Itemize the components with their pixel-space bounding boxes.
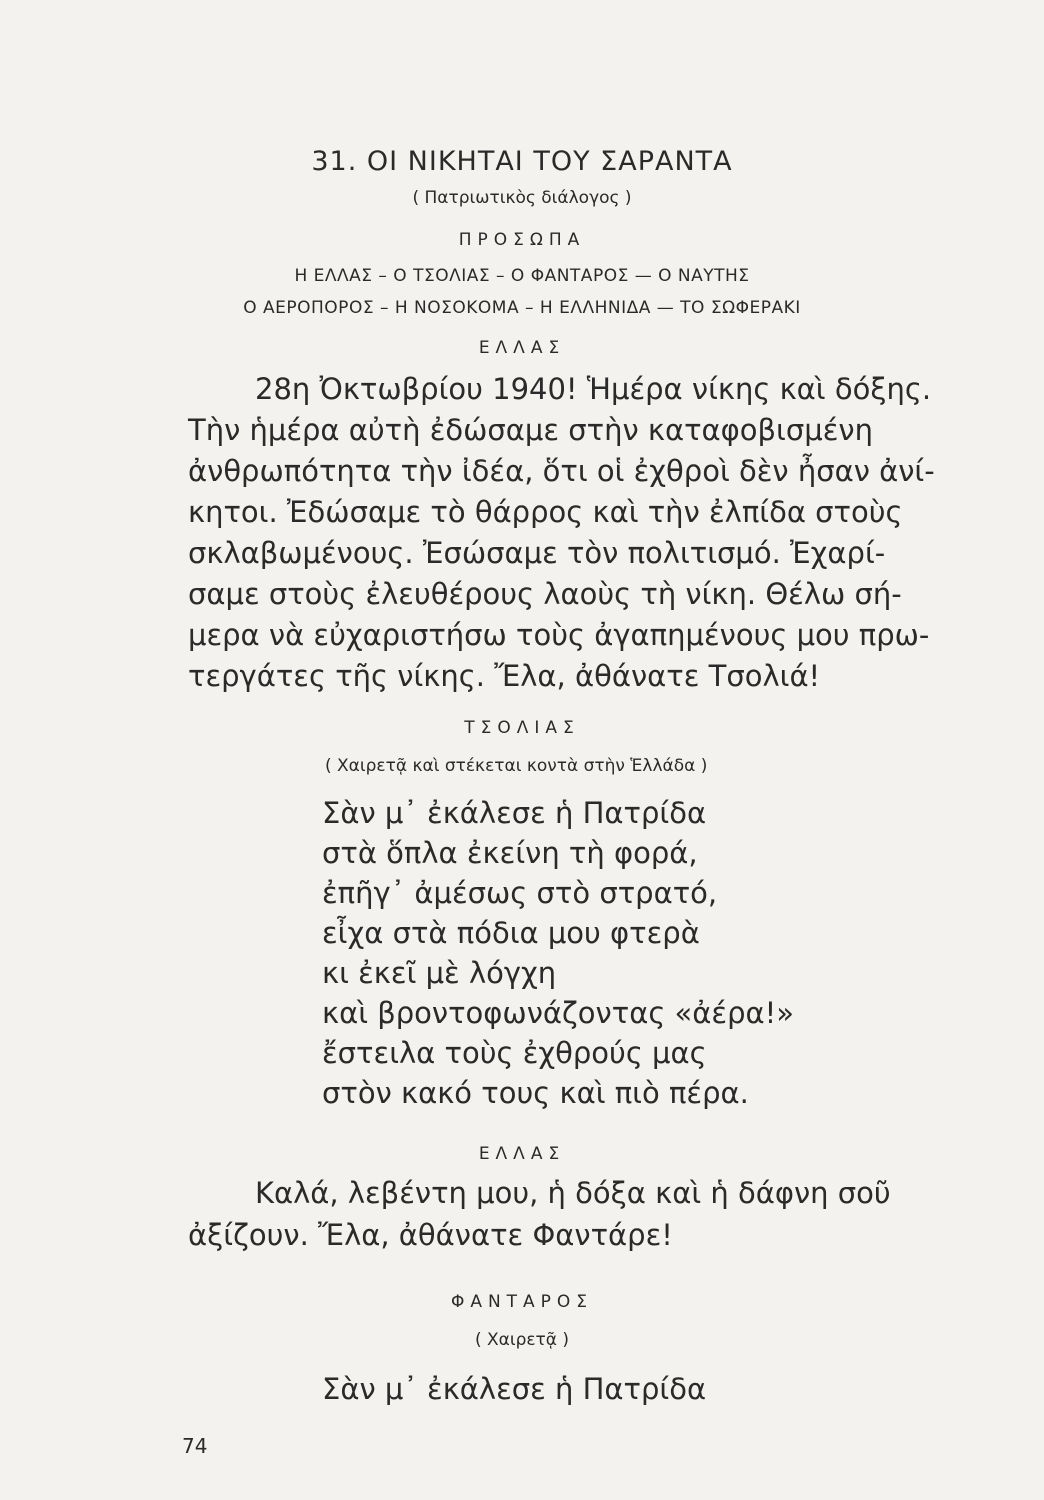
subtitle: ( Πατριωτικὸς διάλογος ) — [412, 188, 632, 208]
text-line: Καλά, λεβέντη μου, ἡ δόξα καὶ ἡ δάφνη σοῦ — [255, 1176, 891, 1210]
text-line: 28η Ὀκτωβρίου 1940! Ἡμέρα νίκης καὶ δόξης. — [255, 372, 932, 406]
verse-line: στὰ ὅπλα ἐκείνη τὴ φορά, — [322, 836, 698, 870]
cast-line: Ο ΑΕΡΟΠΟΡΟΣ – Η ΝΟΣΟΚΟΜΑ – Η ΕΛΛΗΝΙΔΑ — ΤΟ ΣΩΦΕΡΑΚΙ — [243, 298, 801, 318]
text-line: ἀξίζουν. Ἔλα, ἀθάνατε Φαντάρε! — [188, 1218, 673, 1252]
stage-direction: ( Χαιρετᾷ καὶ στέκεται κοντὰ στὴν Ἑλλάδα ) — [325, 756, 708, 776]
cast-heading: ΠΡΟΣΩΠΑ — [458, 230, 586, 250]
verse-line: εἶχα στὰ πόδια μου φτερὰ — [322, 916, 700, 950]
text-line: σκλαβωμένους. Ἐσώσαμε τὸν πολιτισμό. Ἐχαρί- — [188, 536, 886, 570]
speaker-label: ΕΛΛΑΣ — [478, 1144, 566, 1164]
speaker-label: ΕΛΛΑΣ — [478, 338, 566, 358]
verse-line: ἔστειλα τοὺς ἐχθρούς μας — [322, 1036, 707, 1070]
verse-line: κι ἐκεῖ μὲ λόγχη — [322, 956, 557, 990]
speaker-label: ΦΑΝΤΑΡΟΣ — [450, 1292, 594, 1312]
text-line: κητοι. Ἐδώσαμε τὸ θάρρος καὶ τὴν ἐλπίδα στοὺς — [188, 495, 903, 529]
text-line: ἀνθρωπότητα τὴν ἰδέα, ὅτι οἱ ἐχθροὶ δὲν ἦσαν ἀνί- — [188, 454, 935, 488]
verse-line: ἐπῆγ᾽ ἀμέσως στὸ στρατό, — [322, 876, 718, 910]
text-line: μερα νὰ εὐχαριστήσω τοὺς ἀγαπημένους μου πρω- — [188, 618, 930, 652]
page-number: 74 — [182, 1434, 208, 1458]
verse-line: καὶ βροντοφωνάζοντας «ἀέρα!» — [322, 996, 794, 1030]
text-line: Τὴν ἡμέρα αὐτὴ ἐδώσαμε στὴν καταφοβισμένη — [188, 413, 873, 447]
verse-line: στὸν κακό τους καὶ πιὸ πέρα. — [322, 1076, 749, 1110]
stage-direction: ( Χαιρετᾷ ) — [474, 1330, 570, 1350]
page-title: 31. ΟΙ ΝΙΚΗΤΑΙ ΤΟΥ ΣΑΡΑΝΤΑ — [311, 146, 733, 177]
speaker-label: ΤΣΟΛΙΑΣ — [464, 718, 580, 738]
cast-line: Η ΕΛΛΑΣ – Ο ΤΣΟΛΙΑΣ – Ο ΦΑΝΤΑΡΟΣ — Ο ΝΑΥΤΗΣ — [294, 266, 750, 286]
text-line: σαμε στοὺς ἐλευθέρους λαοὺς τὴ νίκη. Θέλω σή- — [188, 577, 902, 611]
verse-line: Σὰν μ᾽ ἐκάλεσε ἡ Πατρίδα — [322, 796, 707, 830]
verse-line: Σὰν μ᾽ ἐκάλεσε ἡ Πατρίδα — [322, 1372, 707, 1406]
text-line: τεργάτες τῆς νίκης. Ἔλα, ἀθάνατε Τσολιά! — [188, 659, 821, 693]
